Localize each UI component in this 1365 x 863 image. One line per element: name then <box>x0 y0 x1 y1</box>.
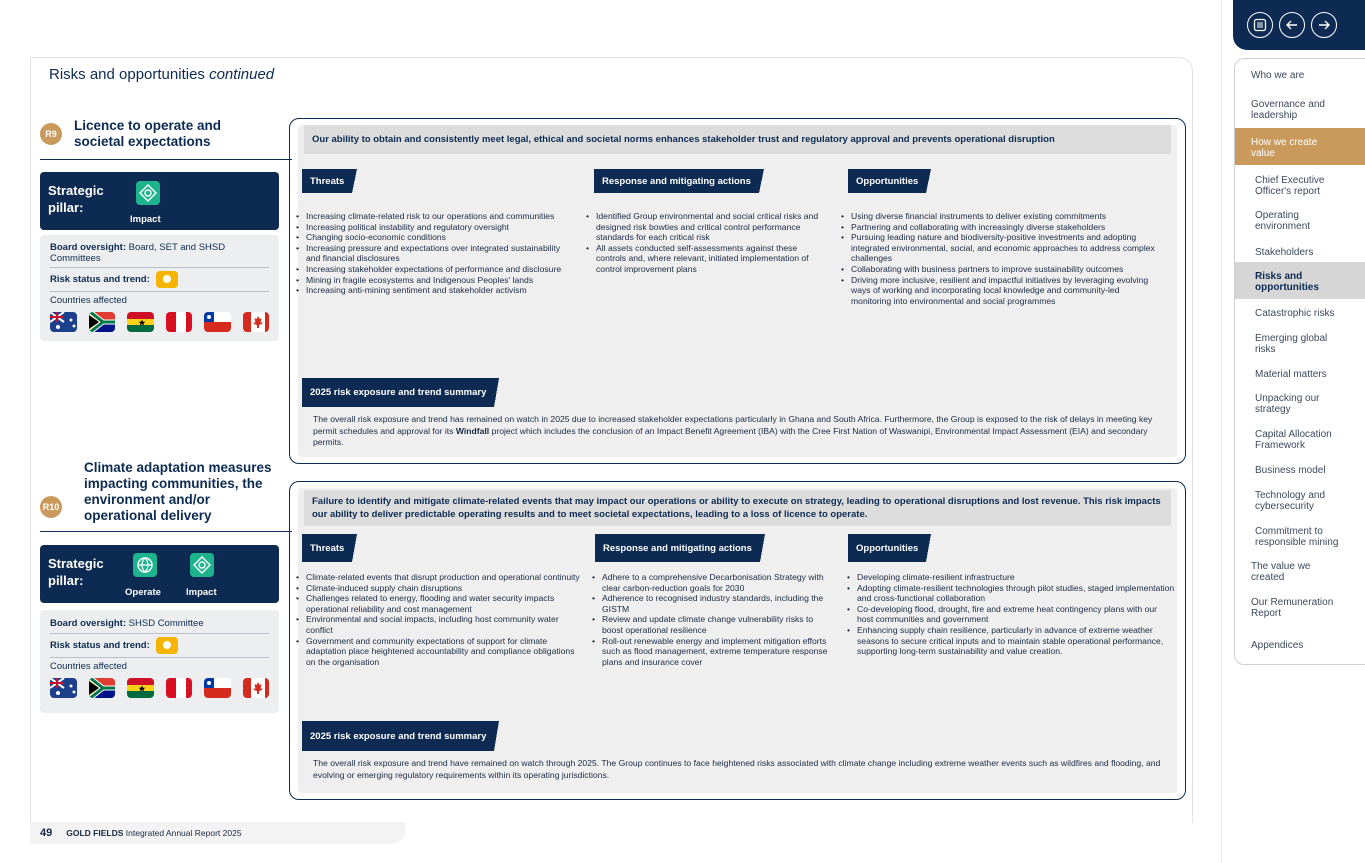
nav-item-responsible-mining[interactable]: Commitment to responsible mining <box>1255 526 1339 548</box>
list-item: • Collaborating with business partners to improve sustainability outcomes <box>839 264 1159 275</box>
list-item: • Pursuing leading nature and biodiversity-positive investments and adopting integrated environmental, social, and economic approaches to address complex challenges <box>839 232 1159 264</box>
nav-item-material-matters[interactable]: Material matters <box>1255 369 1327 380</box>
pillar-label: Strategic pillar: <box>48 556 104 588</box>
opportunities-tag: Opportunities <box>848 169 926 193</box>
response-tag: Response and mitigating actions <box>594 169 759 193</box>
r10-response-list <box>590 572 834 667</box>
r9-box-inner <box>298 125 1177 457</box>
list-item: • Adherence to recognised industry standards, including the GISTM <box>590 593 834 614</box>
list-item: • Environmental and social impacts, including host community water conflict <box>294 614 584 635</box>
nav-item-appendices[interactable]: Appendices <box>1251 640 1304 651</box>
canada-flag <box>243 312 270 332</box>
nav-item-stakeholders[interactable]: Stakeholders <box>1255 247 1314 258</box>
nav-item-value-we-created[interactable]: The value we created <box>1251 561 1311 583</box>
impact-icon <box>190 553 214 577</box>
nav-item-remuneration-report[interactable]: Our Remuneration Report <box>1251 597 1334 619</box>
nav-item-who-we-are[interactable]: Who we are <box>1251 70 1305 81</box>
list-item: • Increasing pressure and expectations over integrated sustainability and financial disclosures <box>294 243 566 264</box>
divider <box>40 159 292 160</box>
ghana-flag <box>127 312 154 332</box>
list-item: • All assets conducted self-assessments against these controls and, where relevant, initiated implementation of control improvement plans <box>584 243 828 275</box>
opportunities-tag: Opportunities <box>848 534 926 562</box>
arrow-right-icon <box>1317 18 1331 32</box>
list-item: • Partnering and collaborating with increasingly diverse stakeholders <box>839 222 1159 233</box>
r10-header <box>40 460 284 524</box>
summary-tag: 2025 risk exposure and trend summary <box>302 378 494 407</box>
risk-title: Licence to operate and societal expectations <box>74 118 222 149</box>
nav-item-risks-and-opportunities[interactable]: Risks and opportunities <box>1255 271 1319 293</box>
r10-threats-list <box>294 572 584 667</box>
r9-box <box>289 118 1186 464</box>
list-item: • Driving more inclusive, resilient and impactful initiatives by leveraging evolving ways of working and incorporating local knowledge and community-led monitoring into environmental and social programmes <box>839 275 1159 307</box>
r10-summary: The overall risk exposure and trend have remained on watch through 2025. The Group continues to face heightened risks associated with climate change including extreme weather events such as wildfires and flooding, and evolving or emerging regulatory requirements within its operating jurisdictions. <box>313 758 1161 780</box>
nav-toolbar <box>1233 0 1365 50</box>
peru-flag <box>166 312 193 332</box>
canada-flag <box>243 678 270 698</box>
list-item: • Identified Group environmental and social critical risks and designed risk bowties and critical control performance standards for each critical risk <box>584 211 828 243</box>
list-item: • Increasing anti-mining sentiment and stakeholder activism <box>294 285 566 296</box>
pillar-impact-label: Impact <box>130 214 161 225</box>
list-item: • Climate-related events that disrupt production and operational continuity <box>294 572 584 583</box>
list-icon <box>1253 18 1267 32</box>
flags-row <box>50 312 269 332</box>
summary-tag: 2025 risk exposure and trend summary <box>302 721 494 751</box>
nav-item-technology[interactable]: Technology and cybersecurity <box>1255 490 1326 512</box>
peru-flag <box>166 678 193 698</box>
contents-button[interactable] <box>1247 12 1273 38</box>
r9-response-list <box>584 211 828 275</box>
risk-status: Risk status and trend: <box>50 634 269 658</box>
countries-label: Countries affected <box>50 295 127 306</box>
board-oversight: Board oversight: Board, SET and SHSD Committees <box>50 239 269 268</box>
australia-flag <box>50 312 77 332</box>
nav-item-business-model[interactable]: Business model <box>1255 465 1326 476</box>
list-item: • Review and update climate change vulnerability risks to boost operational resilience <box>590 614 834 635</box>
r10-headline: Failure to identify and mitigate climate-related events that may impact our operations or ability to execute on strategy, leading to operational disruptions and lost revenue. This risk impacts our ability to deliver predictable operating results and to meet societal expectations, leading to a loss of licence to operate. <box>304 490 1171 526</box>
list-item: • Enhancing supply chain resilience, particularly in advance of extreme weather seasons to secure critical inputs and to maintain stable operational performance, supporting long-term sustainability and value creation. <box>845 625 1175 657</box>
list-item: • Co-developing flood, drought, fire and extreme heat contingency plans with our host communities and government <box>845 604 1175 625</box>
impact-icon <box>136 181 160 205</box>
footer-brand: GOLD FIELDS <box>66 828 124 838</box>
next-page-button[interactable] <box>1311 12 1337 38</box>
nav-item-emerging-global-risks[interactable]: Emerging global risks <box>1255 333 1328 355</box>
nav-item-how-we-create-value[interactable]: How we create value <box>1251 137 1318 159</box>
r9-threats-list <box>294 211 566 296</box>
flags-row <box>50 678 269 698</box>
australia-flag <box>50 678 77 698</box>
risk-badge: R10 <box>40 496 62 518</box>
pillar-impact-label: Impact <box>186 587 217 598</box>
list-item: • Mining in fragile ecosystems and Indigenous Peoples' lands <box>294 275 566 286</box>
r10-box-inner <box>298 488 1177 793</box>
previous-page-button[interactable] <box>1279 12 1305 38</box>
pillar-operate-label: Operate <box>125 587 161 598</box>
r9-headline: Our ability to obtain and consistently meet legal, ethical and societal norms enhances stakeholder trust and regulatory approval and prevents operational disruption <box>304 125 1171 154</box>
list-item: • Roll-out renewable energy and implement mitigation efforts such as flood management, extreme temperature response plans and insurance cover <box>590 636 834 668</box>
nav-item-catastrophic-risks[interactable]: Catastrophic risks <box>1255 308 1335 319</box>
page-title: Risks and opportunities continued <box>49 66 275 83</box>
r10-opportunities-list <box>845 572 1175 657</box>
south-africa-flag <box>89 678 116 698</box>
r10-info-card <box>40 610 279 713</box>
page-number: 49 <box>40 827 53 839</box>
r10-box <box>289 481 1186 800</box>
chile-flag <box>204 678 231 698</box>
r9-info-card <box>40 235 279 341</box>
list-item: • Government and community expectations of support for climate adaptation place heightened accountability and compliance obligations on the organisation <box>294 636 584 668</box>
list-item: • Changing socio-economic conditions <box>294 232 566 243</box>
list-item: • Increasing stakeholder expectations of performance and disclosure <box>294 264 566 275</box>
status-icon <box>156 637 178 654</box>
countries-label: Countries affected <box>50 661 127 672</box>
threats-tag: Threats <box>302 169 352 193</box>
risk-status: Risk status and trend: <box>50 268 269 292</box>
footer-text: Integrated Annual Report 2025 <box>125 828 242 838</box>
arrow-left-icon <box>1285 18 1299 32</box>
list-item: • Adhere to a comprehensive Decarbonisation Strategy with clear carbon-reduction goals for 2030 <box>590 572 834 593</box>
pillar-label: Strategic pillar: <box>48 183 104 215</box>
divider <box>40 531 292 532</box>
nav-item-operating-environment[interactable]: Operating environment <box>1255 210 1311 232</box>
list-item: • Adopting climate-resilient technologies through pilot studies, staged implementation and cross-functional collaboration <box>845 583 1175 604</box>
strategic-pillar-card <box>40 172 279 230</box>
threats-tag: Threats <box>302 534 352 562</box>
board-oversight: Board oversight: SHSD Committee <box>50 614 269 634</box>
list-item: • Using diverse financial instruments to deliver existing commitments <box>839 211 1159 222</box>
chile-flag <box>204 312 231 332</box>
nav-item-governance[interactable]: Governance and leadership <box>1251 99 1325 121</box>
nav-item-ceo-report[interactable]: Chief Executive Officer's report <box>1255 175 1325 197</box>
list-item: • Challenges related to energy, flooding and water security impacts operational reliability and cost management <box>294 593 584 614</box>
footer <box>30 822 405 844</box>
response-tag: Response and mitigating actions <box>595 534 760 562</box>
risk-badge: R9 <box>40 123 62 145</box>
list-item: • Climate-induced supply chain disruptions <box>294 583 584 594</box>
list-item: • Developing climate-resilient infrastructure <box>845 572 1175 583</box>
nav-item-capital-allocation[interactable]: Capital Allocation Framework <box>1255 429 1332 451</box>
list-item: • Increasing political instability and regulatory oversight <box>294 222 566 233</box>
list-item: • Increasing climate-related risk to our operations and communities <box>294 211 566 222</box>
status-icon <box>156 271 178 288</box>
r9-opportunities-list <box>839 211 1159 306</box>
nav-item-unpacking-strategy[interactable]: Unpacking our strategy <box>1255 393 1320 415</box>
risk-title: Climate adaptation measures impacting communities, the environment and/or operational delivery <box>84 460 272 523</box>
operate-icon <box>133 553 157 577</box>
ghana-flag <box>127 678 154 698</box>
strategic-pillar-card <box>40 545 279 603</box>
side-navigation <box>1234 58 1365 665</box>
south-africa-flag <box>89 312 116 332</box>
r9-header <box>40 118 244 150</box>
nav-divider <box>1221 0 1222 863</box>
r9-summary: The overall risk exposure and trend has remained on watch in 2025 due to increased stakeholder expectations particularly in Ghana and South Africa. Furthermore, the Group is exposed to the risk of delays in meeting key permit schedules and approval for its Windfall project which includes the conclusion of an Impact Benefit Agreement (IBA) with the Cree First Nation of Waswanipi, Environmental Impact Assessment (EIA) and secondary permits. <box>313 414 1153 447</box>
